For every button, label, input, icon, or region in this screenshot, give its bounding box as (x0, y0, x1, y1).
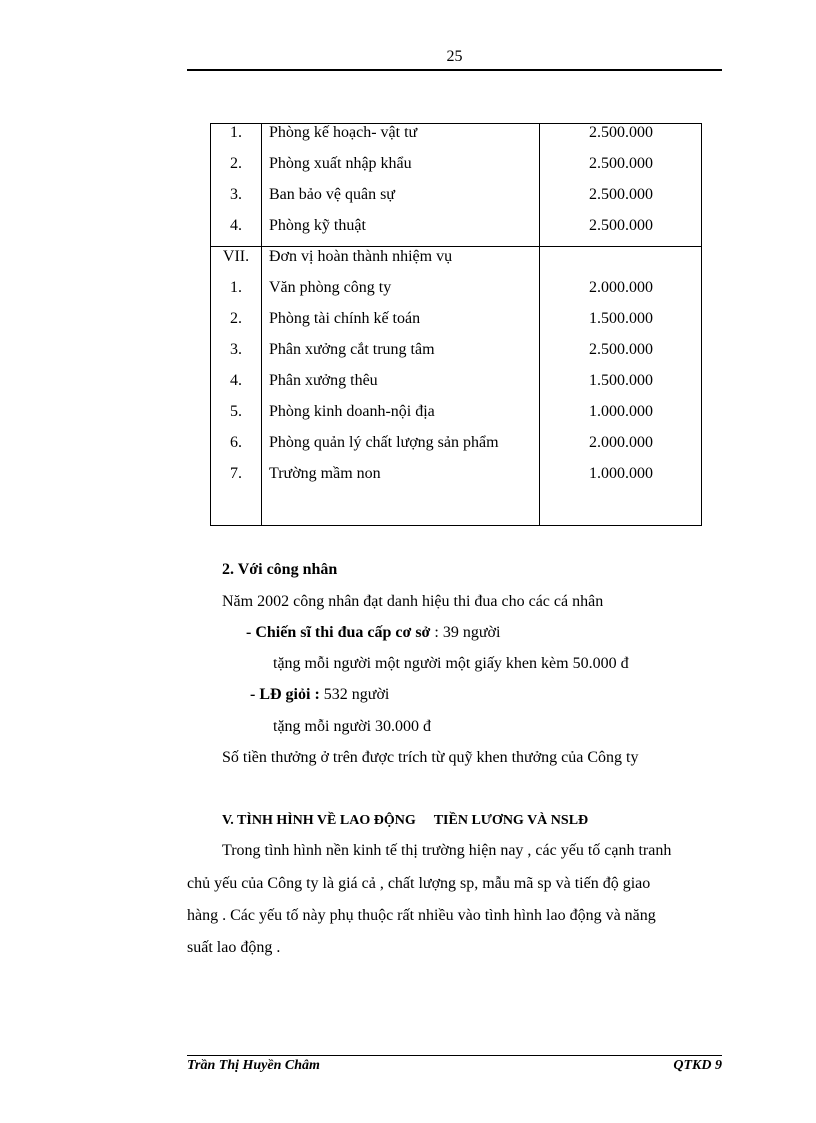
table-row (211, 434, 701, 465)
footer-rule (187, 1055, 722, 1056)
paragraph-line: Trong tình hình nền kinh tế thị trường hiện nay , các yếu tố cạnh tranh (222, 842, 672, 859)
row-unit: Văn phòng công ty (269, 279, 392, 296)
row-number: 1. (230, 279, 242, 296)
award-item-2-value: 532 người (319, 686, 390, 703)
table-row (211, 341, 701, 372)
table-row (211, 403, 701, 434)
paragraph-line: suất lao động . (187, 939, 281, 956)
row-number: VII. (222, 248, 250, 265)
table-row (211, 217, 701, 248)
workers-intro: Năm 2002 công nhân đạt danh hiệu thi đua cho các cá nhân (222, 593, 604, 610)
footer-class: QTKD 9 (673, 1058, 722, 1073)
row-amount: 2.000.000 (589, 434, 653, 451)
row-number: 4. (230, 372, 242, 389)
section-heading (222, 813, 588, 829)
section-heading-part2: TIỀN LƯƠNG VÀ NSLĐ (433, 813, 589, 828)
table-row (211, 372, 701, 403)
row-amount: 1.000.000 (589, 465, 653, 482)
table-row (211, 155, 701, 186)
row-unit: Phòng kỹ thuật (269, 217, 366, 234)
row-unit: Phòng kế hoạch- vật tư (269, 124, 418, 141)
row-unit: Phòng kinh doanh-nội địa (269, 403, 435, 420)
award-item-1-value: : 39 người (430, 624, 501, 641)
row-unit: Ban bảo vệ quân sự (269, 186, 395, 203)
table-row (211, 124, 701, 155)
footer-author: Trần Thị Huyền Châm (187, 1058, 320, 1073)
paragraph-line: hàng . Các yếu tố này phụ thuộc rất nhiều vào tình hình lao động và năng (187, 907, 656, 924)
row-unit: Đơn vị hoàn thành nhiệm vụ (269, 248, 453, 265)
row-number: 3. (230, 186, 242, 203)
row-unit: Phòng tài chính kế toán (269, 310, 421, 327)
row-number: 2. (230, 155, 242, 172)
row-unit: Phân xưởng thêu (269, 372, 378, 389)
row-amount: 2.500.000 (589, 186, 653, 203)
row-unit: Trường mầm non (269, 465, 381, 482)
award-item-1-label: - Chiến sĩ thi đua cấp cơ sở (246, 624, 431, 641)
award-item-1 (246, 624, 500, 642)
award-item-2-label: - LĐ giỏi : (250, 686, 320, 703)
page-number: 25 (446, 48, 463, 65)
row-amount: 2.500.000 (589, 155, 653, 172)
row-amount: 1.500.000 (589, 310, 653, 327)
reward-table (210, 123, 702, 526)
table-row (211, 248, 701, 279)
row-number: 5. (230, 403, 242, 420)
row-amount: 1.000.000 (589, 403, 653, 420)
section-heading-part1: V. TÌNH HÌNH VỀ LAO ĐỘNG (222, 813, 416, 828)
row-number: 4. (230, 217, 242, 234)
row-number: 3. (230, 341, 242, 358)
row-amount: 2.500.000 (589, 124, 653, 141)
workers-heading-text: 2. Với công nhân (222, 561, 338, 578)
header-rule (187, 69, 722, 71)
award-item-1-detail: tặng mỗi người một người một giấy khen kèm 50.000 đ (273, 655, 629, 672)
table-row (211, 186, 701, 217)
table-row (211, 279, 701, 310)
row-unit: Phân xưởng cắt trung tâm (269, 341, 435, 358)
reward-note: Số tiền thưởng ở trên được trích từ quỹ khen thưởng của Công ty (222, 749, 639, 766)
row-number: 1. (230, 124, 242, 141)
table-row (211, 310, 701, 341)
row-number: 6. (230, 434, 242, 451)
row-amount: 2.500.000 (589, 217, 653, 234)
row-number: 7. (230, 465, 242, 482)
row-amount: 2.000.000 (589, 279, 653, 296)
award-item-2-detail: tặng mỗi người 30.000 đ (273, 718, 432, 735)
row-unit: Phòng xuất nhập khẩu (269, 155, 412, 172)
row-number: 2. (230, 310, 242, 327)
award-item-2 (250, 686, 389, 704)
row-unit: Phòng quản lý chất lượng sản phẩm (269, 434, 499, 451)
row-amount: 1.500.000 (589, 372, 653, 389)
table-row (211, 465, 701, 496)
row-amount: 2.500.000 (589, 341, 653, 358)
paragraph-line: chủ yếu của Công ty là giá cả , chất lượng sp, mẫu mã sp và tiến độ giao (187, 875, 651, 892)
